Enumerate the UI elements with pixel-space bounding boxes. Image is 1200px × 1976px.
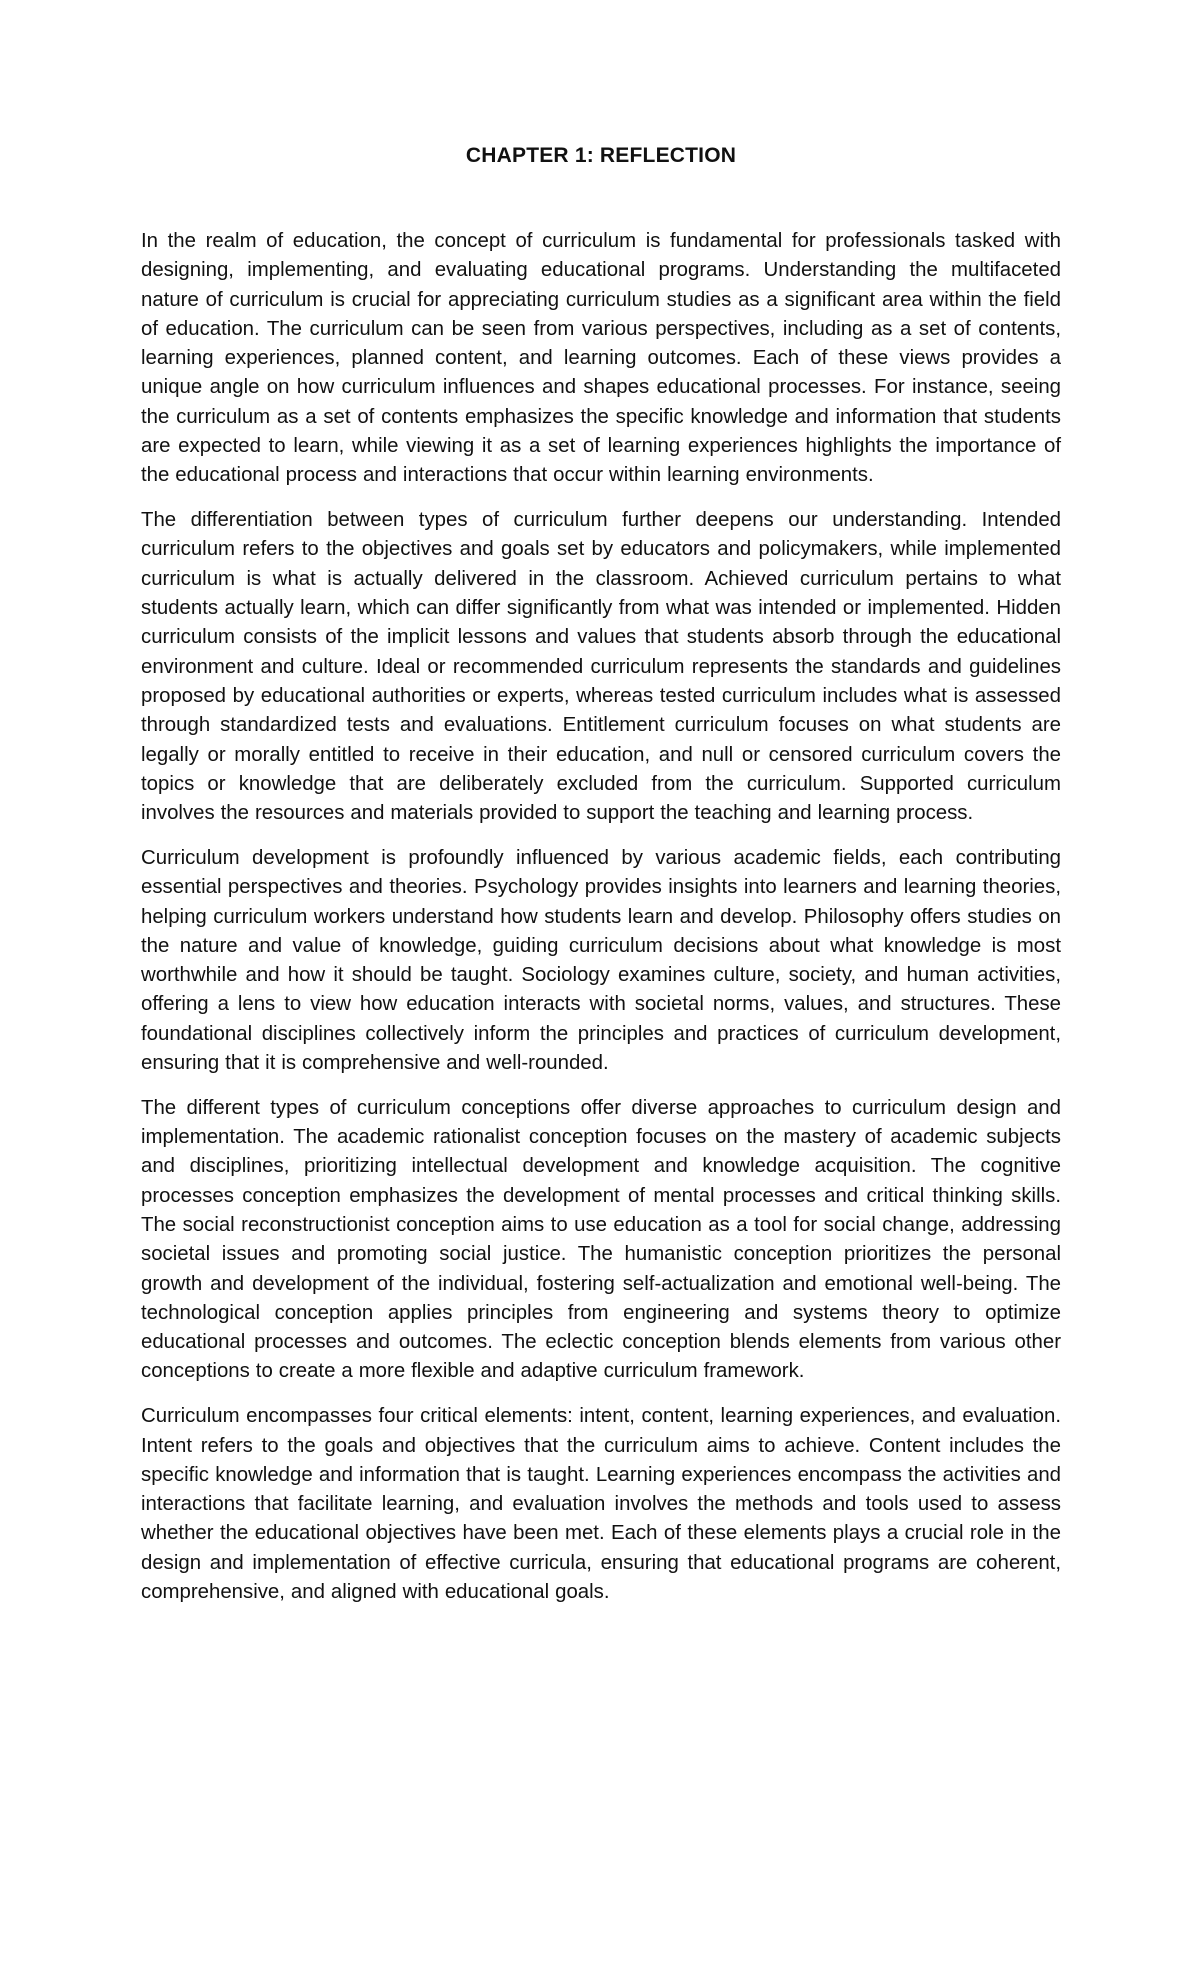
- paragraph-curriculum-elements: Curriculum encompasses four critical elements: intent, content, learning experiences, and evaluation. Intent refers to the goals and objectives that the curriculum aims to achieve. Content includes the specific knowledge and information that is taught. Learning experiences encompass the activities and interactions that facilitate learning, and evaluation involves the methods and tools used to assess whether the educational objectives have been met. Each of these elements plays a crucial role in the design and implementation of effective curricula, ensuring that educational programs are coherent, comprehensive, and aligned with educational goals.: [141, 1405, 1061, 1604]
- paragraph-curriculum-perspectives: In the realm of education, the concept of curriculum is fundamental for professionals tasked with designing, implementing, and evaluating educational programs. Understanding the multifaceted nature of curriculum is crucial for appreciating curriculum studies as a significant area within the field of education. The curriculum can be seen from various perspectives, including as a set of contents, learning experiences, planned content, and learning outcomes. Each of these views provides a unique angle on how curriculum influences and shapes educational processes. For instance, seeing the curriculum as a set of contents emphasizes the specific knowledge and information that students are expected to learn, while viewing it as a set of learning experiences highlights the importance of the educational process and interactions that occur within learning environments.: [141, 230, 1061, 487]
- paragraph-curriculum-conceptions: The different types of curriculum conceptions offer diverse approaches to curriculum design and implementation. The academic rationalist conception focuses on the mastery of academic subjects and disciplines, prioritizing intellectual development and knowledge acquisition. The cognitive processes conception emphasizes the development of mental processes and critical thinking skills. The social reconstructionist conception aims to use education as a tool for social change, addressing societal issues and promoting social justice. The humanistic conception prioritizes the personal growth and development of the individual, fostering self-actualization and emotional well-being. The technological conception applies principles from engineering and systems theory to optimize educational processes and outcomes. The eclectic conception blends elements from various other conceptions to create a more flexible and adaptive curriculum framework.: [141, 1096, 1061, 1383]
- paragraph-academic-foundations: Curriculum development is profoundly influenced by various academic fields, each contributing essential perspectives and theories. Psychology provides insights into learners and learning theories, helping curriculum workers understand how students learn and develop. Philosophy offers studies on the nature and value of knowledge, guiding curriculum decisions about what knowledge is most worthwhile and how it should be taught. Sociology examines culture, society, and human activities, offering a lens to view how education interacts with societal norms, values, and structures. These foundational disciplines collectively inform the principles and practices of curriculum development, ensuring that it is comprehensive and well-rounded.: [141, 846, 1061, 1075]
- body-text: [141, 227, 1061, 1607]
- document-content: [141, 130, 1061, 1623]
- chapter-title: CHAPTER 1: REFLECTION: [465, 144, 737, 167]
- paragraph-curriculum-types: The differentiation between types of curriculum further deepens our understanding. Intended curriculum refers to the objectives and goals set by educators and policymakers, while implemented curriculum is what is actually delivered in the classroom. Achieved curriculum pertains to what students actually learn, which can differ significantly from what was intended or implemented. Hidden curriculum consists of the implicit lessons and values that students absorb through the educational environment and culture. Ideal or recommended curriculum represents the standards and guidelines proposed by educational authorities or experts, whereas tested curriculum includes what is assessed through standardized tests and evaluations. Entitlement curriculum focuses on what students are legally or morally entitled to receive in their education, and null or censored curriculum covers the topics or knowledge that are deliberately excluded from the curriculum. Supported curriculum involves the resources and materials provided to support the teaching and learning process.: [141, 509, 1061, 825]
